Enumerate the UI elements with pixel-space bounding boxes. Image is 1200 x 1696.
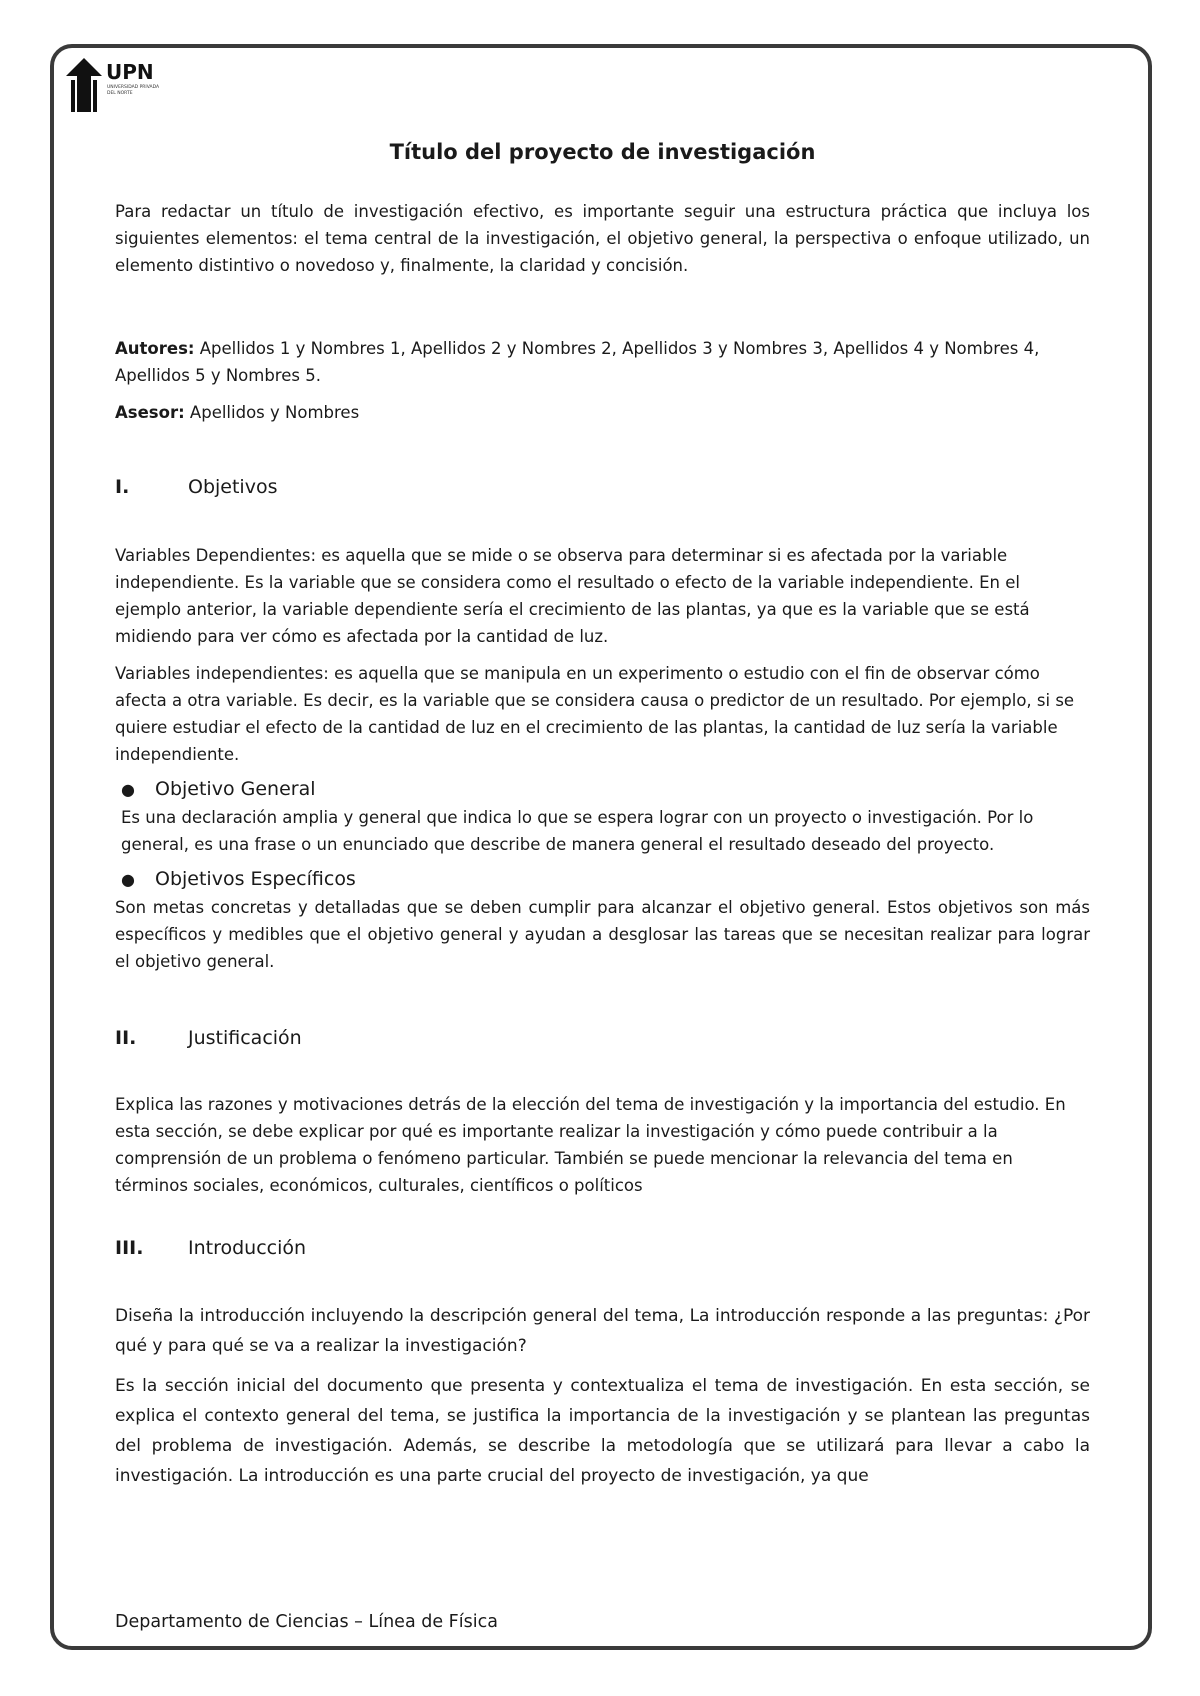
section-number: III. (115, 1237, 144, 1259)
logo-subtitle: UNIVERSIDAD PRIVADA DEL NORTE (107, 85, 160, 96)
section-heading-introduccion (115, 1233, 1090, 1263)
objetivo-general-paragraph: Es una declaración amplia y general que indica lo que se espera lograr con un proyecto o investigación. Por lo general, es una frase o un enunciado que describe de manera general el resultado deseado del proyecto. (121, 808, 1034, 854)
section-number: II. (115, 1027, 137, 1049)
bullet-icon: ● (121, 779, 135, 799)
document-body (115, 140, 1090, 1491)
section-heading-objetivos (115, 472, 1090, 502)
dependent-variables-paragraph: Variables Dependientes: es aquella que se mide o se observa para determinar si es afectada por la variable independiente. Es la variable que se considera como el resultado o efecto de la variable independiente. En el ejemplo anterior, la variable dependiente sería el crecimiento de las plantas, ya que es la variable que se está midiendo para ver cómo es afectada por la cantidad de luz. (115, 546, 1030, 646)
advisor-label: Asesor: (115, 403, 185, 422)
section-title: Objetivos (188, 476, 278, 498)
document-title: Título del proyecto de investigación (389, 140, 816, 164)
authors-label: Autores: (115, 339, 195, 358)
section-title: Justificación (188, 1027, 302, 1049)
authors-line (115, 335, 1090, 389)
advisor-value: Apellidos y Nombres (184, 403, 360, 422)
section-number: I. (115, 476, 130, 498)
authors-value: Apellidos 1 y Nombres 1, Apellidos 2 y Nombres 2, Apellidos 3 y Nombres 3, Apellidos 4 y Nombres 4, Apellidos 5 y Nombres 5. (115, 339, 1040, 385)
introduccion-paragraph-1: Diseña la introducción incluyendo la descripción general del tema, La introducción responde a las preguntas: ¿Por qué y para qué se va a realizar la investigación? (115, 1306, 1090, 1356)
page-footer: Departamento de Ciencias – Línea de Física (115, 1612, 498, 1632)
section-heading-justificacion (115, 1023, 1090, 1053)
bullet-objetivos-especificos (115, 864, 1090, 894)
bullet-title: Objetivo General (155, 778, 316, 800)
intro-paragraph: Para redactar un título de investigación efectivo, es importante seguir una estructura práctica que incluya los siguientes elementos: el tema central de la investigación, el objetivo general, la perspectiva o enfoque utilizado, un elemento distintivo o novedoso y, finalmente, la claridad y concisión. (115, 202, 1090, 275)
upn-logo (64, 58, 164, 114)
independent-variables-paragraph: Variables independientes: es aquella que se manipula en un experimento o estudio con el fin de observar cómo afecta a otra variable. Es decir, es la variable que se considera causa o predictor de un resultado. Por ejemplo, si se quiere estudiar el efecto de la cantidad de luz en el crecimiento de las plantas, la cantidad de luz sería la variable independiente. (115, 664, 1075, 764)
bullet-objetivo-general (115, 774, 1090, 804)
section-title: Introducción (188, 1237, 307, 1259)
logo-text: UPN (106, 60, 154, 84)
advisor-line (115, 399, 1090, 426)
objetivos-especificos-paragraph: Son metas concretas y detalladas que se deben cumplir para alcanzar el objetivo general. Estos objetivos son más específicos y medibles que el objetivo general y ayudan a desglosar las tareas que se necesitan realizar para lograr el objetivo general. (115, 898, 1090, 971)
introduccion-paragraph-2: Es la sección inicial del documento que presenta y contextualiza el tema de investigación. En esta sección, se explica el contexto general del tema, se justifica la importancia de la investigación y se plantean las preguntas del problema de investigación. Además, se describe la metodología que se utilizará para llevar a cabo la investigación. La introducción es una parte crucial del proyecto de investigación, ya que (115, 1376, 1090, 1486)
arrow-logo-icon (64, 58, 104, 112)
bullet-title: Objetivos Específicos (155, 868, 356, 890)
justificacion-paragraph: Explica las razones y motivaciones detrás de la elección del tema de investigación y la importancia del estudio. En esta sección, se debe explicar por qué es importante realizar la investigación y cómo puede contribuir a la comprensión de un problema o fenómeno particular. También se puede mencionar la relevancia del tema en términos sociales, económicos, culturales, científicos o políticos (115, 1095, 1066, 1195)
bullet-icon: ● (121, 869, 135, 889)
